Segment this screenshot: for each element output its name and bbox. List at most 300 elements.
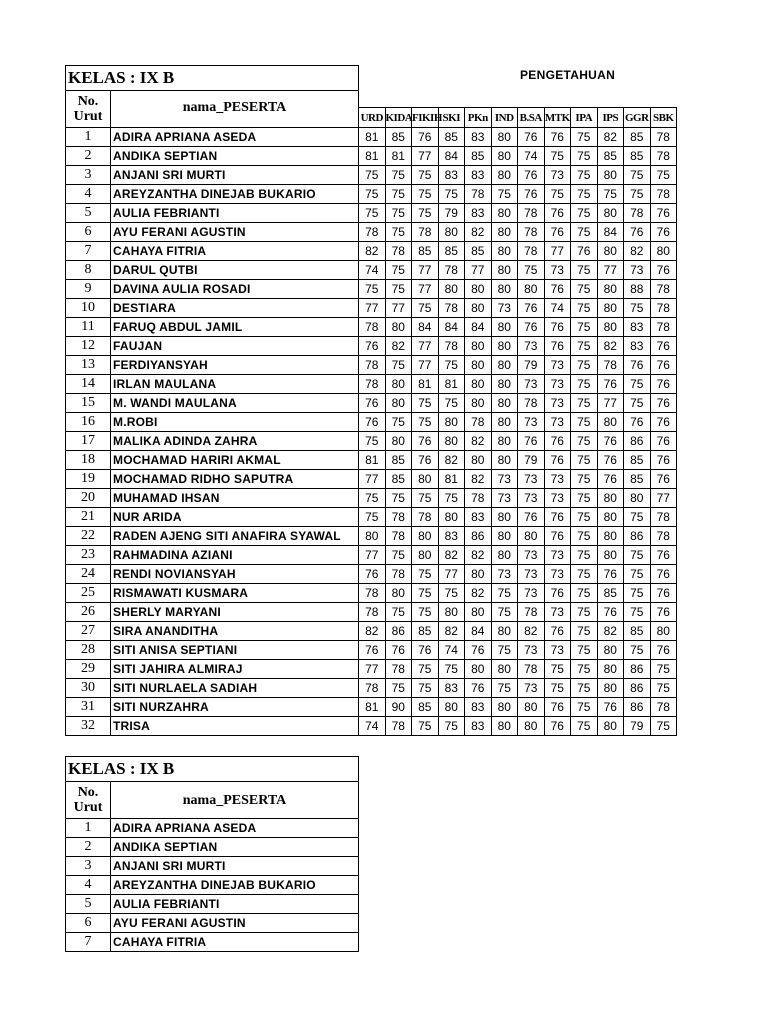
score-cell: 80 bbox=[491, 318, 518, 337]
score-cell: 77 bbox=[359, 660, 386, 679]
score-cell: 76 bbox=[650, 584, 677, 603]
table-row bbox=[66, 451, 677, 470]
score-cell: 75 bbox=[412, 717, 439, 736]
score-cell: 73 bbox=[544, 546, 571, 565]
score-cell: 75 bbox=[571, 413, 598, 432]
participant-name: AULIA FEBRIANTI bbox=[111, 895, 359, 914]
participant-name: DARUL QUTBI bbox=[111, 261, 359, 280]
score-cell: 84 bbox=[438, 147, 465, 166]
score-cell: 80 bbox=[491, 147, 518, 166]
score-cell: 73 bbox=[624, 261, 651, 280]
score-cell: 76 bbox=[359, 337, 386, 356]
score-cell: 85 bbox=[385, 128, 412, 147]
score-cell: 80 bbox=[465, 565, 492, 584]
participant-name: RADEN AJENG SITI ANAFIRA SYAWAL bbox=[111, 527, 359, 546]
score-cell: 75 bbox=[359, 185, 386, 204]
score-cell: 78 bbox=[518, 204, 545, 223]
score-cell: 90 bbox=[385, 698, 412, 717]
score-cell: 73 bbox=[544, 166, 571, 185]
row-number: 19 bbox=[66, 470, 111, 489]
row-number: 30 bbox=[66, 679, 111, 698]
row-number: 8 bbox=[66, 261, 111, 280]
score-cell: 80 bbox=[491, 432, 518, 451]
score-cell: 75 bbox=[385, 356, 412, 375]
subject-header: MTK bbox=[544, 108, 571, 128]
score-cell: 82 bbox=[597, 128, 624, 147]
score-cell: 76 bbox=[597, 432, 624, 451]
score-cell: 85 bbox=[624, 470, 651, 489]
score-cell: 81 bbox=[359, 147, 386, 166]
score-cell: 80 bbox=[597, 508, 624, 527]
score-cell: 73 bbox=[518, 641, 545, 660]
score-cell: 80 bbox=[412, 527, 439, 546]
score-cell: 76 bbox=[544, 432, 571, 451]
score-cell: 78 bbox=[650, 527, 677, 546]
score-cell: 78 bbox=[465, 185, 492, 204]
score-cell: 75 bbox=[385, 166, 412, 185]
score-cell: 80 bbox=[438, 280, 465, 299]
table-row bbox=[66, 933, 359, 952]
score-cell: 74 bbox=[438, 641, 465, 660]
score-cell: 76 bbox=[518, 166, 545, 185]
score-cell: 80 bbox=[597, 166, 624, 185]
score-cell: 76 bbox=[650, 223, 677, 242]
score-cell: 80 bbox=[518, 698, 545, 717]
row-number: 11 bbox=[66, 318, 111, 337]
score-cell: 85 bbox=[385, 470, 412, 489]
row-number: 2 bbox=[66, 838, 111, 857]
score-cell: 75 bbox=[624, 641, 651, 660]
score-cell: 76 bbox=[597, 565, 624, 584]
class-title: KELAS : IX B bbox=[66, 66, 359, 91]
score-cell: 80 bbox=[491, 337, 518, 356]
score-cell: 80 bbox=[491, 717, 518, 736]
score-cell: 80 bbox=[412, 546, 439, 565]
score-cell: 73 bbox=[518, 584, 545, 603]
score-cell: 75 bbox=[544, 185, 571, 204]
score-cell: 76 bbox=[412, 128, 439, 147]
score-cell: 86 bbox=[624, 432, 651, 451]
score-cell: 78 bbox=[518, 603, 545, 622]
table-row bbox=[66, 489, 677, 508]
score-cell: 75 bbox=[412, 584, 439, 603]
row-number: 27 bbox=[66, 622, 111, 641]
score-cell: 75 bbox=[571, 394, 598, 413]
score-cell: 75 bbox=[412, 299, 439, 318]
score-cell: 76 bbox=[544, 527, 571, 546]
score-cell: 75 bbox=[438, 394, 465, 413]
row-number: 26 bbox=[66, 603, 111, 622]
participant-name: RENDI NOVIANSYAH bbox=[111, 565, 359, 584]
row-number: 25 bbox=[66, 584, 111, 603]
score-cell: 80 bbox=[465, 375, 492, 394]
score-cell: 75 bbox=[571, 622, 598, 641]
score-cell: 80 bbox=[438, 603, 465, 622]
table-row bbox=[66, 432, 677, 451]
score-cell: 73 bbox=[544, 641, 571, 660]
score-cell: 79 bbox=[624, 717, 651, 736]
score-cell: 75 bbox=[571, 299, 598, 318]
score-cell: 75 bbox=[385, 261, 412, 280]
score-cell: 78 bbox=[412, 508, 439, 527]
table-row bbox=[66, 337, 677, 356]
score-cell: 82 bbox=[624, 242, 651, 261]
table-row bbox=[66, 204, 677, 223]
score-cell: 80 bbox=[491, 356, 518, 375]
score-cell: 80 bbox=[491, 166, 518, 185]
score-cell: 76 bbox=[518, 128, 545, 147]
score-cell: 75 bbox=[359, 432, 386, 451]
score-cell: 76 bbox=[650, 565, 677, 584]
score-cell: 78 bbox=[650, 128, 677, 147]
table-row bbox=[66, 128, 677, 147]
score-cell: 81 bbox=[359, 451, 386, 470]
score-cell: 80 bbox=[412, 470, 439, 489]
participant-name: DESTIARA bbox=[111, 299, 359, 318]
score-cell: 85 bbox=[624, 128, 651, 147]
row-number: 14 bbox=[66, 375, 111, 394]
score-cell: 80 bbox=[465, 603, 492, 622]
score-cell: 78 bbox=[650, 318, 677, 337]
participant-name: AYU FERANI AGUSTIN bbox=[111, 914, 359, 933]
score-cell: 75 bbox=[624, 603, 651, 622]
participant-name: SITI NURZAHRA bbox=[111, 698, 359, 717]
row-number: 22 bbox=[66, 527, 111, 546]
score-cell: 78 bbox=[518, 394, 545, 413]
score-cell: 76 bbox=[597, 451, 624, 470]
score-cell: 80 bbox=[385, 432, 412, 451]
score-cell: 85 bbox=[597, 584, 624, 603]
score-cell: 75 bbox=[571, 565, 598, 584]
score-cell: 85 bbox=[438, 242, 465, 261]
score-cell: 76 bbox=[359, 394, 386, 413]
score-cell: 75 bbox=[650, 679, 677, 698]
score-cell: 78 bbox=[438, 337, 465, 356]
subject-header: B.SA bbox=[518, 108, 545, 128]
score-cell: 82 bbox=[597, 337, 624, 356]
score-cell: 80 bbox=[518, 527, 545, 546]
participant-name: SITI ANISA SEPTIANI bbox=[111, 641, 359, 660]
score-cell: 75 bbox=[571, 356, 598, 375]
participant-name: AYU FERANI AGUSTIN bbox=[111, 223, 359, 242]
score-cell: 75 bbox=[571, 546, 598, 565]
score-cell: 76 bbox=[650, 413, 677, 432]
score-cell: 77 bbox=[359, 470, 386, 489]
score-cell: 78 bbox=[385, 527, 412, 546]
row-number: 23 bbox=[66, 546, 111, 565]
score-cell: 75 bbox=[571, 489, 598, 508]
score-cell: 76 bbox=[650, 204, 677, 223]
score-cell: 76 bbox=[544, 508, 571, 527]
score-cell: 82 bbox=[518, 622, 545, 641]
table-row bbox=[66, 413, 677, 432]
subject-header: KIDA bbox=[385, 108, 412, 128]
score-cell: 75 bbox=[385, 204, 412, 223]
row-number: 28 bbox=[66, 641, 111, 660]
score-cell: 76 bbox=[544, 223, 571, 242]
score-cell: 77 bbox=[597, 261, 624, 280]
score-cell: 75 bbox=[385, 413, 412, 432]
score-cell: 77 bbox=[412, 337, 439, 356]
row-number: 16 bbox=[66, 413, 111, 432]
score-cell: 77 bbox=[544, 242, 571, 261]
score-cell: 83 bbox=[438, 166, 465, 185]
score-cell: 80 bbox=[385, 394, 412, 413]
score-cell: 78 bbox=[438, 261, 465, 280]
participant-name: ANJANI SRI MURTI bbox=[111, 166, 359, 185]
score-cell: 84 bbox=[465, 318, 492, 337]
score-cell: 80 bbox=[438, 413, 465, 432]
score-cell: 80 bbox=[491, 223, 518, 242]
score-cell: 76 bbox=[624, 413, 651, 432]
participant-name: SIRA ANANDITHA bbox=[111, 622, 359, 641]
score-cell: 75 bbox=[571, 508, 598, 527]
score-cell: 86 bbox=[624, 698, 651, 717]
score-cell: 76 bbox=[465, 641, 492, 660]
score-cell: 79 bbox=[438, 204, 465, 223]
score-cell: 75 bbox=[385, 679, 412, 698]
participant-name: FARUQ ABDUL JAMIL bbox=[111, 318, 359, 337]
score-cell: 75 bbox=[571, 375, 598, 394]
table-row bbox=[66, 356, 677, 375]
score-cell: 80 bbox=[650, 622, 677, 641]
table-row bbox=[66, 660, 677, 679]
score-cell: 80 bbox=[597, 679, 624, 698]
urut-label: Urut bbox=[73, 109, 103, 124]
row-number: 12 bbox=[66, 337, 111, 356]
row-number: 20 bbox=[66, 489, 111, 508]
score-cell: 78 bbox=[518, 242, 545, 261]
participant-name: M.ROBI bbox=[111, 413, 359, 432]
row-number: 1 bbox=[66, 819, 111, 838]
participant-name: MOCHAMAD RIDHO SAPUTRA bbox=[111, 470, 359, 489]
score-cell: 80 bbox=[491, 242, 518, 261]
score-cell: 75 bbox=[412, 489, 439, 508]
score-cell: 82 bbox=[465, 470, 492, 489]
score-cell: 75 bbox=[438, 489, 465, 508]
score-cell: 83 bbox=[465, 204, 492, 223]
score-cell: 85 bbox=[465, 147, 492, 166]
score-cell: 80 bbox=[597, 641, 624, 660]
score-cell: 75 bbox=[491, 679, 518, 698]
score-cell: 80 bbox=[597, 660, 624, 679]
score-cell: 81 bbox=[438, 470, 465, 489]
score-cell: 86 bbox=[385, 622, 412, 641]
score-cell: 83 bbox=[624, 337, 651, 356]
score-cell: 76 bbox=[544, 717, 571, 736]
score-cell: 73 bbox=[518, 413, 545, 432]
score-cell: 76 bbox=[650, 546, 677, 565]
score-cell: 74 bbox=[544, 299, 571, 318]
score-cell: 75 bbox=[412, 660, 439, 679]
score-cell: 75 bbox=[438, 185, 465, 204]
row-number: 4 bbox=[66, 876, 111, 895]
row-number: 5 bbox=[66, 204, 111, 223]
name-header: nama_PESERTA bbox=[111, 91, 359, 128]
participant-name: DAVINA AULIA ROSADI bbox=[111, 280, 359, 299]
score-cell: 75 bbox=[491, 584, 518, 603]
score-cell: 75 bbox=[597, 185, 624, 204]
score-cell: 75 bbox=[571, 679, 598, 698]
score-cell: 80 bbox=[491, 261, 518, 280]
score-cell: 86 bbox=[624, 660, 651, 679]
score-cell: 75 bbox=[650, 166, 677, 185]
score-cell: 73 bbox=[544, 394, 571, 413]
score-cell: 75 bbox=[412, 679, 439, 698]
score-cell: 75 bbox=[412, 603, 439, 622]
score-cell: 85 bbox=[624, 622, 651, 641]
score-cell: 75 bbox=[624, 185, 651, 204]
score-cell: 80 bbox=[385, 375, 412, 394]
table-row bbox=[66, 679, 677, 698]
score-cell: 80 bbox=[597, 299, 624, 318]
subject-header: IND bbox=[491, 108, 518, 128]
participant-name: AREYZANTHA DINEJAB BUKARIO bbox=[111, 876, 359, 895]
row-number: 17 bbox=[66, 432, 111, 451]
score-cell: 80 bbox=[597, 546, 624, 565]
participant-name: NUR ARIDA bbox=[111, 508, 359, 527]
score-cell: 81 bbox=[412, 375, 439, 394]
score-cell: 76 bbox=[650, 337, 677, 356]
score-cell: 76 bbox=[544, 128, 571, 147]
score-cell: 75 bbox=[359, 489, 386, 508]
score-cell: 77 bbox=[359, 299, 386, 318]
score-cell: 78 bbox=[359, 584, 386, 603]
score-cell: 78 bbox=[650, 147, 677, 166]
score-cell: 80 bbox=[491, 128, 518, 147]
table-row bbox=[66, 508, 677, 527]
score-cell: 75 bbox=[359, 280, 386, 299]
score-cell: 82 bbox=[465, 584, 492, 603]
score-cell: 78 bbox=[385, 660, 412, 679]
score-cell: 75 bbox=[624, 375, 651, 394]
score-cell: 75 bbox=[571, 603, 598, 622]
section-label-pengetahuan: PENGETAHUAN bbox=[520, 68, 616, 82]
score-cell: 80 bbox=[491, 204, 518, 223]
participant-name: AULIA FEBRIANTI bbox=[111, 204, 359, 223]
row-number: 15 bbox=[66, 394, 111, 413]
score-cell: 76 bbox=[518, 508, 545, 527]
score-cell: 80 bbox=[465, 451, 492, 470]
score-cell: 80 bbox=[385, 584, 412, 603]
score-cell: 80 bbox=[597, 413, 624, 432]
score-cell: 80 bbox=[491, 413, 518, 432]
score-cell: 83 bbox=[438, 527, 465, 546]
score-cell: 73 bbox=[518, 679, 545, 698]
participant-name: SITI JAHIRA ALMIRAJ bbox=[111, 660, 359, 679]
score-cell: 80 bbox=[385, 318, 412, 337]
row-number: 4 bbox=[66, 185, 111, 204]
score-cell: 76 bbox=[650, 375, 677, 394]
score-table bbox=[65, 65, 677, 736]
score-cell: 80 bbox=[597, 527, 624, 546]
score-cell: 75 bbox=[571, 641, 598, 660]
score-cell: 77 bbox=[438, 565, 465, 584]
participant-name: ANJANI SRI MURTI bbox=[111, 857, 359, 876]
row-number: 7 bbox=[66, 242, 111, 261]
score-cell: 75 bbox=[544, 679, 571, 698]
score-cell: 82 bbox=[385, 337, 412, 356]
score-cell: 76 bbox=[544, 318, 571, 337]
participant-name: MUHAMAD IHSAN bbox=[111, 489, 359, 508]
score-cell: 78 bbox=[624, 204, 651, 223]
score-cell: 74 bbox=[518, 147, 545, 166]
score-cell: 81 bbox=[438, 375, 465, 394]
score-cell: 73 bbox=[518, 546, 545, 565]
score-cell: 73 bbox=[544, 470, 571, 489]
score-cell: 75 bbox=[359, 508, 386, 527]
score-cell: 75 bbox=[385, 603, 412, 622]
name-header-2: nama_PESERTA bbox=[111, 782, 359, 819]
score-cell: 73 bbox=[491, 470, 518, 489]
score-cell: 73 bbox=[491, 299, 518, 318]
score-cell: 75 bbox=[412, 204, 439, 223]
score-cell: 86 bbox=[465, 527, 492, 546]
score-cell: 80 bbox=[491, 280, 518, 299]
score-cell: 83 bbox=[465, 508, 492, 527]
score-cell: 77 bbox=[465, 261, 492, 280]
score-cell: 73 bbox=[544, 413, 571, 432]
score-cell: 78 bbox=[385, 717, 412, 736]
score-cell: 75 bbox=[518, 261, 545, 280]
score-cell: 82 bbox=[465, 546, 492, 565]
score-cell: 75 bbox=[412, 185, 439, 204]
score-cell: 76 bbox=[544, 622, 571, 641]
score-cell: 75 bbox=[385, 223, 412, 242]
score-cell: 85 bbox=[624, 451, 651, 470]
score-cell: 75 bbox=[438, 717, 465, 736]
score-cell: 76 bbox=[518, 432, 545, 451]
score-cell: 75 bbox=[624, 166, 651, 185]
score-cell: 80 bbox=[465, 299, 492, 318]
score-cell: 85 bbox=[624, 147, 651, 166]
table-row bbox=[66, 857, 359, 876]
participant-name: ADIRA APRIANA ASEDA bbox=[111, 128, 359, 147]
score-cell: 85 bbox=[597, 147, 624, 166]
score-cell: 83 bbox=[624, 318, 651, 337]
table-row bbox=[66, 603, 677, 622]
score-cell: 78 bbox=[359, 603, 386, 622]
score-cell: 73 bbox=[544, 565, 571, 584]
score-cell: 76 bbox=[412, 641, 439, 660]
score-cell: 80 bbox=[518, 717, 545, 736]
table-row bbox=[66, 394, 677, 413]
score-cell: 76 bbox=[544, 584, 571, 603]
score-cell: 75 bbox=[385, 185, 412, 204]
table-row bbox=[66, 565, 677, 584]
score-cell: 75 bbox=[571, 261, 598, 280]
score-cell: 80 bbox=[465, 660, 492, 679]
score-cell: 75 bbox=[571, 204, 598, 223]
score-cell: 80 bbox=[491, 660, 518, 679]
score-cell: 84 bbox=[597, 223, 624, 242]
table-row bbox=[66, 914, 359, 933]
score-cell: 75 bbox=[571, 527, 598, 546]
participant-name: ADIRA APRIANA ASEDA bbox=[111, 819, 359, 838]
score-cell: 85 bbox=[412, 622, 439, 641]
score-cell: 75 bbox=[359, 166, 386, 185]
score-cell: 75 bbox=[571, 698, 598, 717]
row-number: 29 bbox=[66, 660, 111, 679]
table-row bbox=[66, 698, 677, 717]
participant-name: CAHAYA FITRIA bbox=[111, 933, 359, 952]
score-cell: 78 bbox=[650, 698, 677, 717]
score-cell: 82 bbox=[359, 622, 386, 641]
score-cell: 75 bbox=[571, 717, 598, 736]
row-number: 6 bbox=[66, 914, 111, 933]
score-cell: 85 bbox=[385, 451, 412, 470]
score-cell: 82 bbox=[465, 432, 492, 451]
